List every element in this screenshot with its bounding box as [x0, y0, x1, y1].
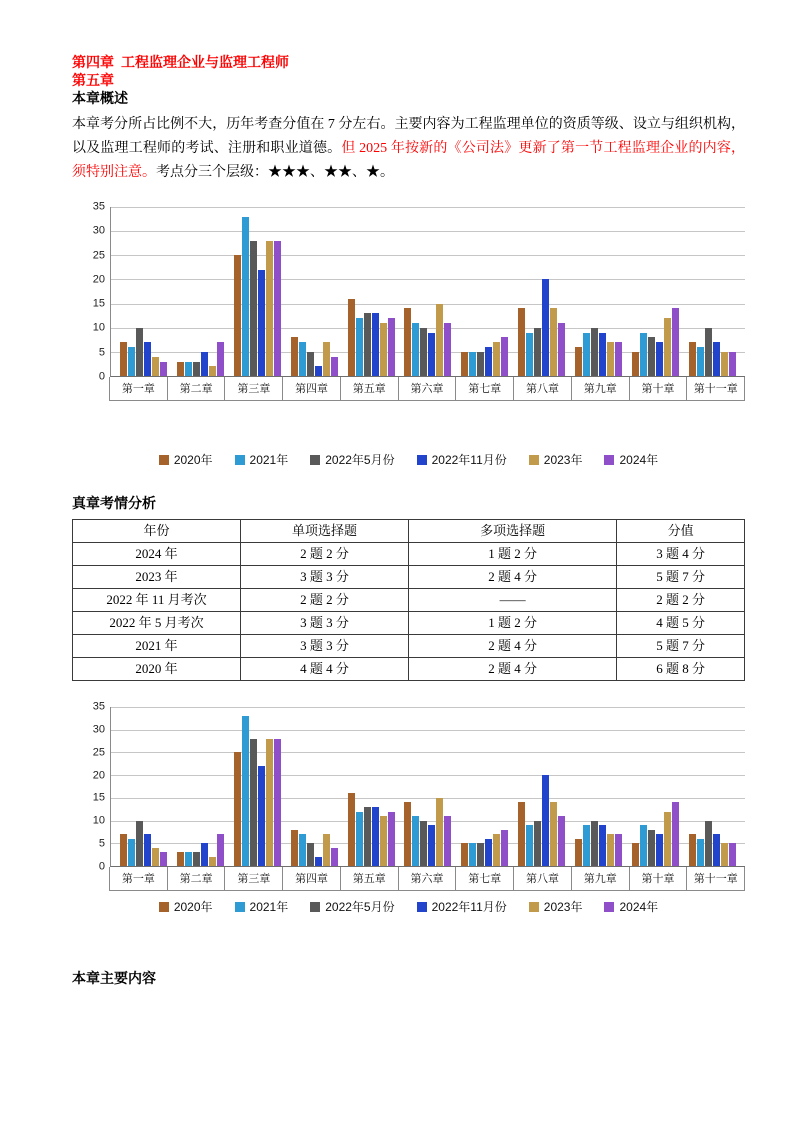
bar	[469, 352, 476, 376]
x-axis-label: 第四章	[282, 377, 340, 400]
table-header-cell: 年份	[73, 520, 241, 543]
bar	[364, 807, 371, 866]
bar	[242, 716, 249, 866]
bar	[550, 802, 557, 866]
overview-text-black-2: 考点分三个层级：★★★、★★、★。	[156, 165, 394, 180]
legend-label: 2021年	[249, 900, 289, 914]
table-cell: 3 题 3 分	[241, 566, 409, 589]
bar	[469, 843, 476, 866]
legend-item	[529, 898, 583, 915]
y-axis-tick-label: 35	[92, 700, 105, 713]
bar	[607, 834, 614, 866]
bar-group-11	[689, 707, 736, 866]
bar	[444, 816, 451, 866]
bar	[348, 793, 355, 866]
bar-group-4	[291, 707, 338, 866]
legend-label: 2023年	[543, 900, 583, 914]
bar	[356, 318, 363, 376]
bar	[705, 821, 712, 866]
table-cell: 3 题 4 分	[617, 543, 745, 566]
bar	[412, 323, 419, 376]
bar	[266, 739, 273, 866]
bar	[648, 830, 655, 866]
bar	[542, 775, 549, 866]
y-axis-tick-label: 20	[92, 769, 105, 782]
bar	[615, 342, 622, 376]
y-axis-tick-label: 25	[92, 746, 105, 759]
bar-group-8	[518, 707, 565, 866]
bar	[501, 830, 508, 866]
bar-group-3	[234, 207, 281, 376]
bar-group-6	[404, 707, 451, 866]
table-header-cell: 单项选择题	[241, 520, 409, 543]
bar	[713, 834, 720, 866]
table-cell: 1 题 2 分	[409, 612, 617, 635]
bar	[436, 304, 443, 376]
y-axis-tick-label: 10	[92, 321, 105, 334]
y-axis-tick-label: 25	[92, 249, 105, 262]
legend-swatch	[235, 902, 245, 912]
bar	[689, 342, 696, 376]
plot-area	[110, 707, 745, 867]
x-axis-label: 第八章	[513, 867, 571, 890]
table-cell: 2 题 2 分	[617, 589, 745, 612]
bar	[331, 357, 338, 376]
y-axis-tick-label: 35	[92, 200, 105, 213]
bar	[266, 241, 273, 376]
chart-body	[86, 700, 745, 891]
bar	[591, 821, 598, 866]
legend-swatch	[417, 902, 427, 912]
table-row	[73, 543, 745, 566]
table-cell: ——	[409, 589, 617, 612]
legend-swatch	[604, 455, 614, 465]
bar	[526, 333, 533, 376]
bar	[274, 739, 281, 866]
bar	[599, 333, 606, 376]
bar	[420, 821, 427, 866]
bar-group-10	[632, 707, 679, 866]
bar	[136, 328, 143, 376]
bar	[274, 241, 281, 376]
legend-item	[310, 451, 394, 468]
legend-label: 2022年5月份	[325, 900, 395, 914]
bar	[315, 366, 322, 376]
bar	[404, 802, 411, 866]
bar	[534, 821, 541, 866]
legend-swatch	[417, 455, 427, 465]
x-axis-label: 第九章	[571, 867, 629, 890]
bar	[136, 821, 143, 866]
bar	[258, 270, 265, 376]
overview-text-black-1: 本章考分所占比例不大，历年考查分值在 7 分左右。主要内容为工程监理单位的资质等级、设立与组织机构，以及监理工程师的考试、注册和职业道德。	[72, 117, 745, 156]
overview-text-red: 但 2025 年按新的《公司法》更新了第一节工程监理企业的内容，须特别注意。	[72, 141, 746, 180]
bar	[518, 802, 525, 866]
legend-swatch	[159, 902, 169, 912]
bar	[160, 852, 167, 866]
bar	[477, 352, 484, 376]
y-axis-tick-label: 15	[92, 297, 105, 310]
table-cell: 2 题 4 分	[409, 635, 617, 658]
x-axis-label: 第一章	[121, 873, 155, 885]
bar	[307, 352, 314, 376]
bar	[721, 352, 728, 376]
table-cell: 4 题 4 分	[241, 658, 409, 681]
bar	[307, 843, 314, 866]
bar-group-4	[291, 207, 338, 376]
legend-swatch	[604, 902, 614, 912]
analysis-heading: 真章考情分析	[72, 497, 156, 512]
bar	[120, 834, 127, 866]
bar	[599, 825, 606, 866]
bar	[542, 279, 549, 376]
bar-group-2	[177, 207, 224, 376]
legend-swatch	[310, 455, 320, 465]
bar	[436, 798, 443, 866]
bar	[372, 313, 379, 376]
bar	[550, 308, 557, 376]
bar	[152, 848, 159, 866]
bar	[201, 843, 208, 866]
bar	[291, 337, 298, 376]
bar	[160, 362, 167, 376]
bar-group-9	[575, 207, 622, 376]
bar	[575, 347, 582, 376]
x-axis-label: 第七章	[455, 867, 513, 890]
exam-analysis-table	[72, 519, 745, 681]
bar	[177, 852, 184, 866]
bar	[648, 337, 655, 376]
y-axis-tick-label: 0	[98, 860, 105, 873]
bar-group-7	[461, 707, 508, 866]
chart-legend	[72, 898, 745, 915]
bar	[412, 816, 419, 866]
bar	[217, 834, 224, 866]
legend-label: 2022年11月份	[431, 453, 507, 467]
bar	[120, 342, 127, 376]
bar	[485, 347, 492, 376]
legend-item	[604, 451, 658, 468]
table-cell: 2024 年	[73, 543, 241, 566]
legend-label: 2020年	[173, 900, 213, 914]
x-axis-label: 第十一章	[686, 867, 744, 890]
bar	[177, 362, 184, 376]
x-axis-label: 第十一章	[686, 377, 744, 400]
y-axis-tick-label: 0	[98, 370, 105, 383]
legend-label: 2020年	[173, 453, 213, 467]
bar	[640, 333, 647, 376]
legend-swatch	[159, 455, 169, 465]
legend-swatch	[529, 902, 539, 912]
bar	[356, 812, 363, 867]
bar	[656, 342, 663, 376]
overview-paragraph	[72, 113, 745, 185]
bar	[250, 241, 257, 376]
bar	[591, 328, 598, 376]
table-row	[73, 658, 745, 681]
table-cell: 2 题 4 分	[409, 566, 617, 589]
bar	[234, 752, 241, 866]
bar	[144, 834, 151, 866]
bar	[477, 843, 484, 866]
legend-swatch	[310, 902, 320, 912]
legend-label: 2023年	[543, 453, 583, 467]
legend-item	[417, 451, 507, 468]
bar	[258, 766, 265, 866]
chart-legend	[72, 451, 745, 468]
bar	[388, 318, 395, 376]
bar-group-10	[632, 207, 679, 376]
bar	[315, 857, 322, 866]
x-axis	[109, 377, 745, 401]
table-cell: 2 题 4 分	[409, 658, 617, 681]
legend-label: 2022年11月份	[431, 900, 507, 914]
legend-item	[159, 898, 213, 915]
legend-label: 2024年	[619, 453, 659, 467]
legend-item	[235, 451, 289, 468]
y-axis-tick-label: 20	[92, 273, 105, 286]
chart-body	[86, 200, 745, 401]
table-cell: 3 题 3 分	[241, 635, 409, 658]
bar	[250, 739, 257, 866]
table-cell: 2023 年	[73, 566, 241, 589]
table-cell: 2 题 2 分	[241, 589, 409, 612]
table-cell: 4 题 5 分	[617, 612, 745, 635]
bar	[493, 834, 500, 866]
legend-label: 2022年5月份	[325, 453, 395, 467]
bar	[420, 328, 427, 376]
main-content-heading: 本章主要内容	[72, 972, 156, 987]
table-cell: 2022 年 11 月考次	[73, 589, 241, 612]
table-cell: 3 题 3 分	[241, 612, 409, 635]
x-axis-label: 第八章	[513, 377, 571, 400]
bar-chart-bottom	[72, 700, 745, 915]
bar-group-5	[348, 207, 395, 376]
bar-group-9	[575, 707, 622, 866]
y-axis-tick-label: 15	[92, 791, 105, 804]
x-axis	[109, 867, 745, 891]
bar	[331, 848, 338, 866]
bar	[152, 357, 159, 376]
bar	[428, 825, 435, 866]
bar	[672, 802, 679, 866]
x-axis-label: 第七章	[455, 377, 513, 400]
bar	[518, 308, 525, 376]
bar	[380, 816, 387, 866]
bar	[461, 352, 468, 376]
table-cell: 1 题 2 分	[409, 543, 617, 566]
x-axis-label: 第九章	[571, 377, 629, 400]
y-axis	[86, 200, 110, 383]
bar	[697, 839, 704, 866]
x-axis-label: 第六章	[398, 867, 456, 890]
bar	[444, 323, 451, 376]
bar	[713, 342, 720, 376]
bar	[607, 342, 614, 376]
table-cell: 2021 年	[73, 635, 241, 658]
bar	[632, 843, 639, 866]
x-axis-label: 第十章	[629, 377, 687, 400]
bar	[201, 352, 208, 376]
x-axis-label: 第一章	[121, 383, 155, 395]
bar	[372, 807, 379, 866]
bar	[242, 217, 249, 376]
bar	[193, 362, 200, 376]
bar	[128, 347, 135, 376]
bar	[291, 830, 298, 866]
bar	[209, 857, 216, 866]
plot-area	[110, 207, 745, 377]
x-axis-label: 第三章	[224, 867, 282, 890]
bar	[128, 839, 135, 866]
legend-swatch	[529, 455, 539, 465]
legend-item	[529, 451, 583, 468]
bar	[729, 843, 736, 866]
bar	[640, 825, 647, 866]
bar	[493, 342, 500, 376]
bar	[632, 352, 639, 376]
table-row	[73, 566, 745, 589]
bar-group-1	[120, 707, 167, 866]
bar	[193, 852, 200, 866]
bar-group-3	[234, 707, 281, 866]
y-axis-tick-label: 30	[92, 224, 105, 237]
bar	[323, 342, 330, 376]
bar	[388, 812, 395, 867]
x-axis-label: 第二章	[167, 867, 225, 890]
bar	[656, 834, 663, 866]
table-cell: 2 题 2 分	[241, 543, 409, 566]
overview-heading: 本章概述	[72, 92, 128, 107]
bar	[404, 308, 411, 376]
bar-group-2	[177, 707, 224, 866]
legend-item	[417, 898, 507, 915]
bar-group-11	[689, 207, 736, 376]
table-cell: 2022 年 5 月考次	[73, 612, 241, 635]
legend-label: 2024年	[619, 900, 659, 914]
bar	[558, 816, 565, 866]
bar	[689, 834, 696, 866]
y-axis-tick-label: 5	[98, 346, 105, 359]
bar	[380, 323, 387, 376]
y-axis	[86, 700, 110, 873]
bar	[721, 843, 728, 866]
bar	[583, 825, 590, 866]
bar-chart-top	[72, 200, 745, 468]
table-cell: 6 题 8 分	[617, 658, 745, 681]
bar	[428, 333, 435, 376]
bar	[209, 366, 216, 376]
x-axis-label: 第三章	[224, 377, 282, 400]
chapter5-title: 第五章	[72, 74, 114, 89]
x-axis-label: 第六章	[398, 377, 456, 400]
bar	[534, 328, 541, 376]
table-row	[73, 589, 745, 612]
table-row	[73, 612, 745, 635]
bar	[672, 308, 679, 376]
plot-wrap	[110, 207, 745, 401]
bar	[501, 337, 508, 376]
legend-item	[159, 451, 213, 468]
x-axis-label: 第十章	[629, 867, 687, 890]
bar	[144, 342, 151, 376]
bar-group-5	[348, 707, 395, 866]
legend-item	[604, 898, 658, 915]
table-cell: 5 题 7 分	[617, 635, 745, 658]
bar	[615, 834, 622, 866]
y-axis-tick-label: 5	[98, 837, 105, 850]
bar	[461, 843, 468, 866]
y-axis-tick-label: 30	[92, 723, 105, 736]
x-axis-label: 第五章	[340, 867, 398, 890]
table-body	[73, 543, 745, 681]
bar	[583, 333, 590, 376]
table-cell: 5 题 7 分	[617, 566, 745, 589]
bar	[348, 299, 355, 376]
bar	[697, 347, 704, 376]
x-axis-label: 第二章	[167, 377, 225, 400]
legend-item	[235, 898, 289, 915]
bar-group-1	[120, 207, 167, 376]
y-axis-tick-label: 10	[92, 814, 105, 827]
table-head	[73, 520, 745, 543]
bar	[575, 839, 582, 866]
legend-swatch	[235, 455, 245, 465]
table-header-row	[73, 520, 745, 543]
bar	[299, 834, 306, 866]
chapter4-title: 第四章 工程监理企业与监理工程师	[72, 56, 289, 71]
bar	[664, 318, 671, 376]
legend-label: 2021年	[249, 453, 289, 467]
bar	[217, 342, 224, 376]
legend-item	[310, 898, 394, 915]
bar	[664, 812, 671, 867]
table-cell: 2020 年	[73, 658, 241, 681]
bar	[364, 313, 371, 376]
bar-group-8	[518, 207, 565, 376]
table-row	[73, 635, 745, 658]
bar-group-6	[404, 207, 451, 376]
bar	[299, 342, 306, 376]
bar	[705, 328, 712, 376]
bar-group-7	[461, 207, 508, 376]
plot-wrap	[110, 707, 745, 891]
bar	[185, 852, 192, 866]
x-axis-label: 第四章	[282, 867, 340, 890]
bar	[558, 323, 565, 376]
bar	[323, 834, 330, 866]
table-header-cell: 多项选择题	[409, 520, 617, 543]
bar	[185, 362, 192, 376]
x-axis-label: 第五章	[340, 377, 398, 400]
bar	[234, 255, 241, 376]
bar	[485, 839, 492, 866]
bar	[526, 825, 533, 866]
table-header-cell: 分值	[617, 520, 745, 543]
bar	[729, 352, 736, 376]
